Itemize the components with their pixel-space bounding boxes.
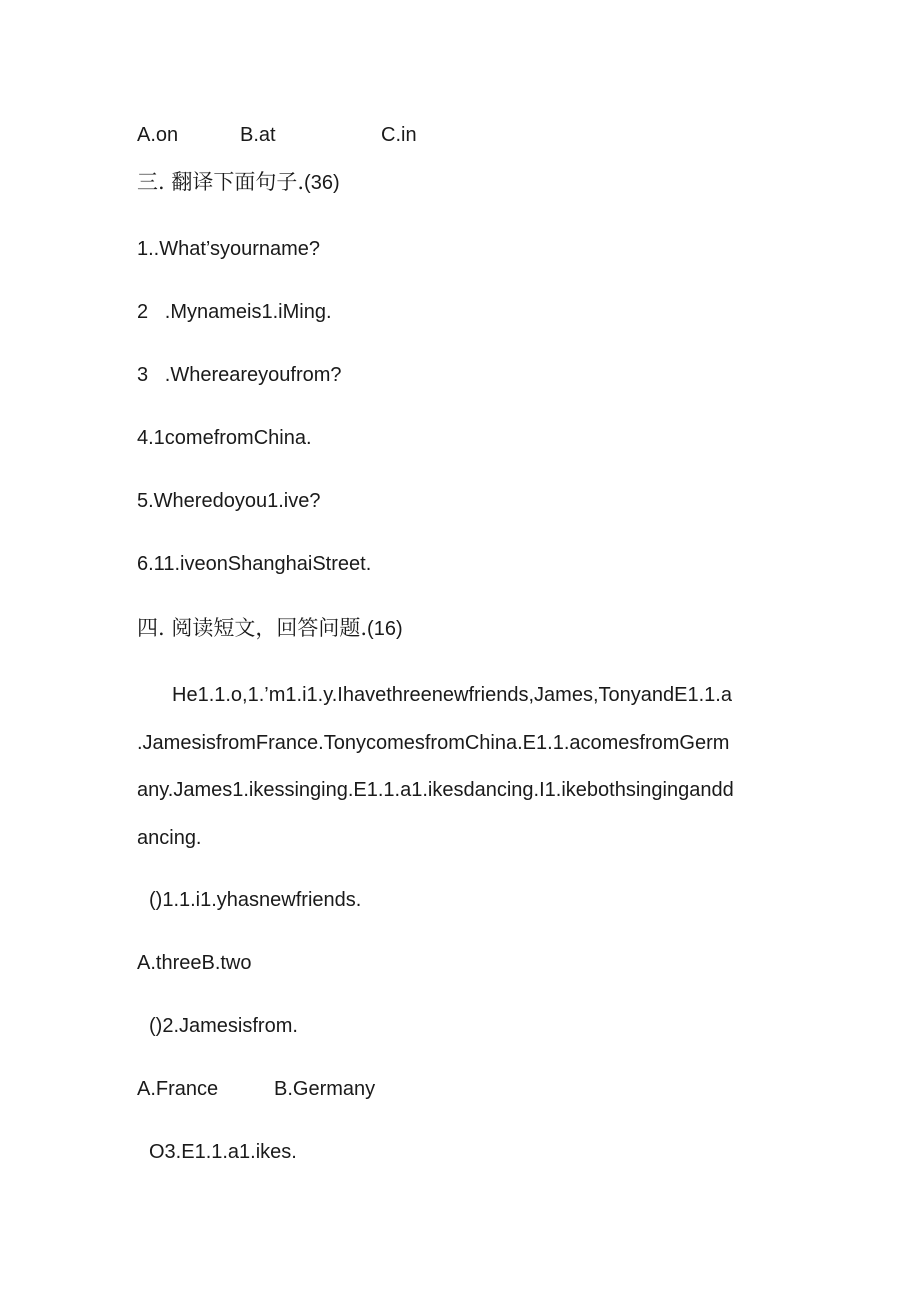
option-a: A.on <box>137 124 179 146</box>
passage-line-4: ancing. <box>137 827 202 849</box>
section4-heading <box>137 614 403 643</box>
sentence-4: 4.1comefromChina. <box>137 427 312 449</box>
question-2-stem: ()2.Jamesisfrom. <box>149 1015 298 1037</box>
passage-line-2: .JamesisfromFrance.TonycomesfromChina.E1.1.acomesfromGerm <box>137 732 730 754</box>
top-options-row <box>0 121 920 149</box>
option-c: C.in <box>381 124 417 146</box>
section4-score: (16) <box>367 618 403 640</box>
sentence-1: 1..What’syourname? <box>137 238 321 260</box>
sentence-6: 6.11.iveonShanghaiStreet. <box>137 553 372 575</box>
question-2-option-b: B.Germany <box>274 1078 376 1100</box>
section3-score: (36) <box>304 172 340 194</box>
section3-heading <box>137 168 340 197</box>
section4-heading-text: 四. 阅读短文，回答问题. <box>137 616 368 640</box>
sentence-5: 5.Wheredoyou1.ive? <box>137 490 321 512</box>
sentence-3: 3 .Whereareyoufrom? <box>137 364 342 386</box>
passage-line-3: any.James1.ikessinging.E1.1.a1.ikesdancing.I1.ikebothsingingandd <box>137 779 734 801</box>
question-2-option-a: A.France <box>137 1078 219 1100</box>
question-2-options <box>0 1075 920 1103</box>
question-1-stem: ()1.1.i1.yhasnewfriends. <box>149 889 362 911</box>
question-3-stem: O3.E1.1.a1.ikes. <box>149 1141 297 1163</box>
passage-line-1: He1.1.o,1.’m1.i1.y.Ihavethreenewfriends,James,TonyandE1.1.a <box>172 684 732 706</box>
question-1-options: A.threeB.two <box>137 952 252 974</box>
section3-heading-text: 三. 翻译下面句子. <box>137 170 305 194</box>
sentence-2: 2 .Mynameis1.iMing. <box>137 301 332 323</box>
option-b: B.at <box>240 124 276 146</box>
